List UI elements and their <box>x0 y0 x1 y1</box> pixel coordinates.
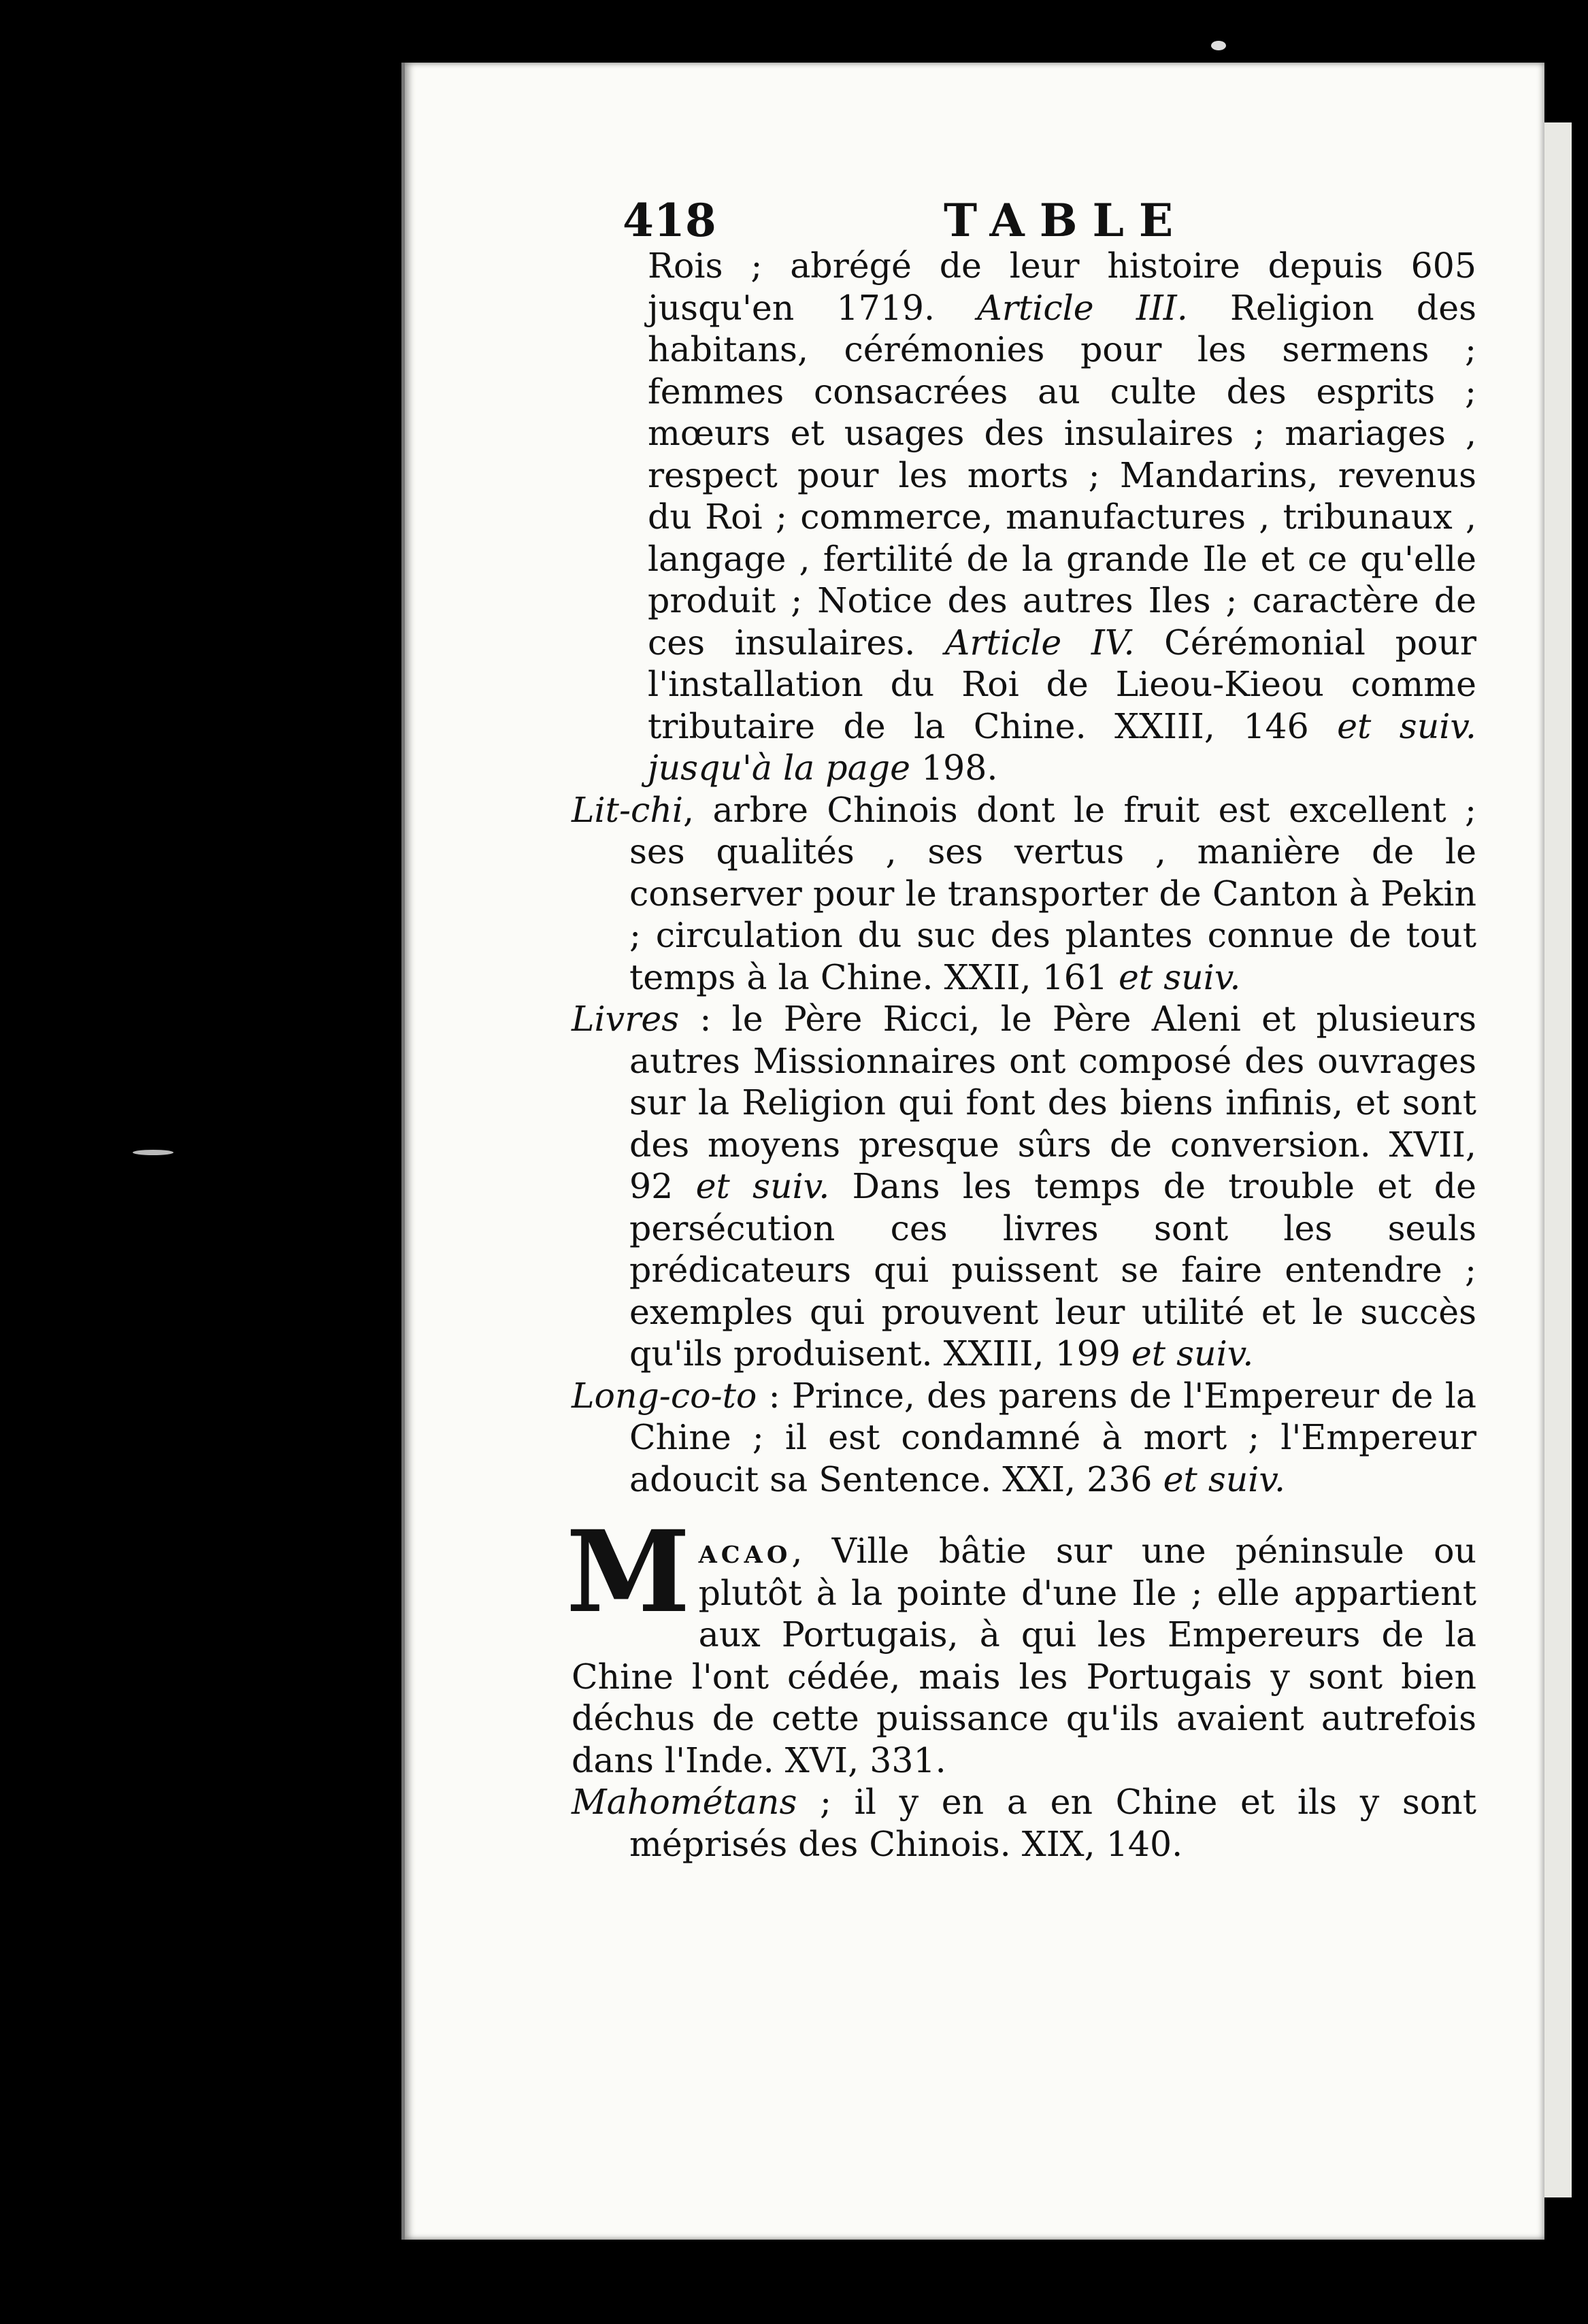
adjacent-page-edge <box>1544 122 1572 2197</box>
index-entry-long-co-to <box>572 1375 1476 1501</box>
entry-text: Cérémonial pour l'installation du Roi de Lieou-Kieou comme tributaire de la Chine. XXIII, 146 <box>648 622 1476 746</box>
italic-text: Article IV. <box>944 622 1135 663</box>
index-entry-lit-chi <box>572 789 1476 999</box>
entry-text: ; il y en a en Chine et ils y sont méprisés des Chinois. XIX, 140. <box>629 1782 1476 1864</box>
entry-text: , Ville bâtie sur une péninsule ou plutôt à la pointe d'une Ile ; elle appartient aux Portugais, à qui les Empereurs de la Chine l'ont cédée, mais les Portugais y sont bien déchus de cette puissance qu'ils avaient autrefois dans l'Inde. XVI, 331. <box>572 1531 1476 1780</box>
dust-speck <box>1211 41 1226 50</box>
entry-text: 198. <box>910 748 998 788</box>
italic-text: et suiv. <box>695 1166 830 1206</box>
index-entry-lieou-kieou <box>572 245 1476 789</box>
entry-text: Rois ; abrégé de leur histoire depuis 605 jusqu'en 1719. <box>648 246 1476 328</box>
dust-speck <box>133 1150 173 1155</box>
italic-text: Article III. <box>977 287 1188 328</box>
italic-text: et suiv. <box>1119 957 1241 997</box>
italic-text: Mahométans <box>572 1782 797 1822</box>
index-entry-mahometans <box>572 1781 1476 1865</box>
page-number: 418 <box>623 194 716 247</box>
index-entry-livres <box>572 998 1476 1375</box>
entry-text: : le Père Ricci, le Père Aleni et plusieurs autres Missionnaires ont composé des ouvrages sur la Religion qui font des biens infinis, et sont des moyens presque sûrs de conversion. XVII, 92 <box>629 999 1476 1206</box>
italic-text: Lit-chi <box>572 789 684 830</box>
italic-text: et suiv. <box>1163 1459 1286 1499</box>
entry-text: acao <box>698 1531 792 1571</box>
entry-text: : Prince, des parens de l'Empereur de la Chine ; il est condamné à mort ; l'Empereur adoucit sa Sentence. XXI, 236 <box>629 1375 1476 1499</box>
index-entry-macao <box>566 1506 1476 1781</box>
entry-text: Religion des habitans, cérémonies pour les sermens ; femmes consacrées au culte des esprits ; mœurs et usages des insulaires ; mariages , respect pour les morts ; Mandarins, revenus du Roi ; commerce, manufactures , tribunaux , langage , fertilité de la grande Ile et ce qu'elle produit ; Notice des autres Iles ; caractère de ces insulaires. <box>648 287 1477 663</box>
italic-text: Livres <box>572 999 680 1039</box>
entry-text: Dans les temps de trouble et de persécution ces livres sont les seuls prédicateurs qui puissent se faire entendre ; exemples qui prouvent leur utilité et le succès qu'ils produisent. XXIII, 199 <box>629 1166 1477 1374</box>
drop-cap: M <box>566 1506 691 1638</box>
italic-text: Long-co-to <box>572 1375 757 1416</box>
page-title: TABLE <box>944 194 1189 247</box>
italic-text: et suiv. jusqu'à la page <box>648 706 1476 788</box>
italic-text: et suiv. <box>1131 1333 1254 1374</box>
entry-text: , arbre Chinois dont le fruit est excellent ; ses qualités , ses vertus , manière de le conserver pour le transporter de Canton à Pekin ; circulation du suc des plantes connue de tout temps à la Chine. XXII, 161 <box>629 789 1476 997</box>
index-text <box>566 245 1477 1865</box>
